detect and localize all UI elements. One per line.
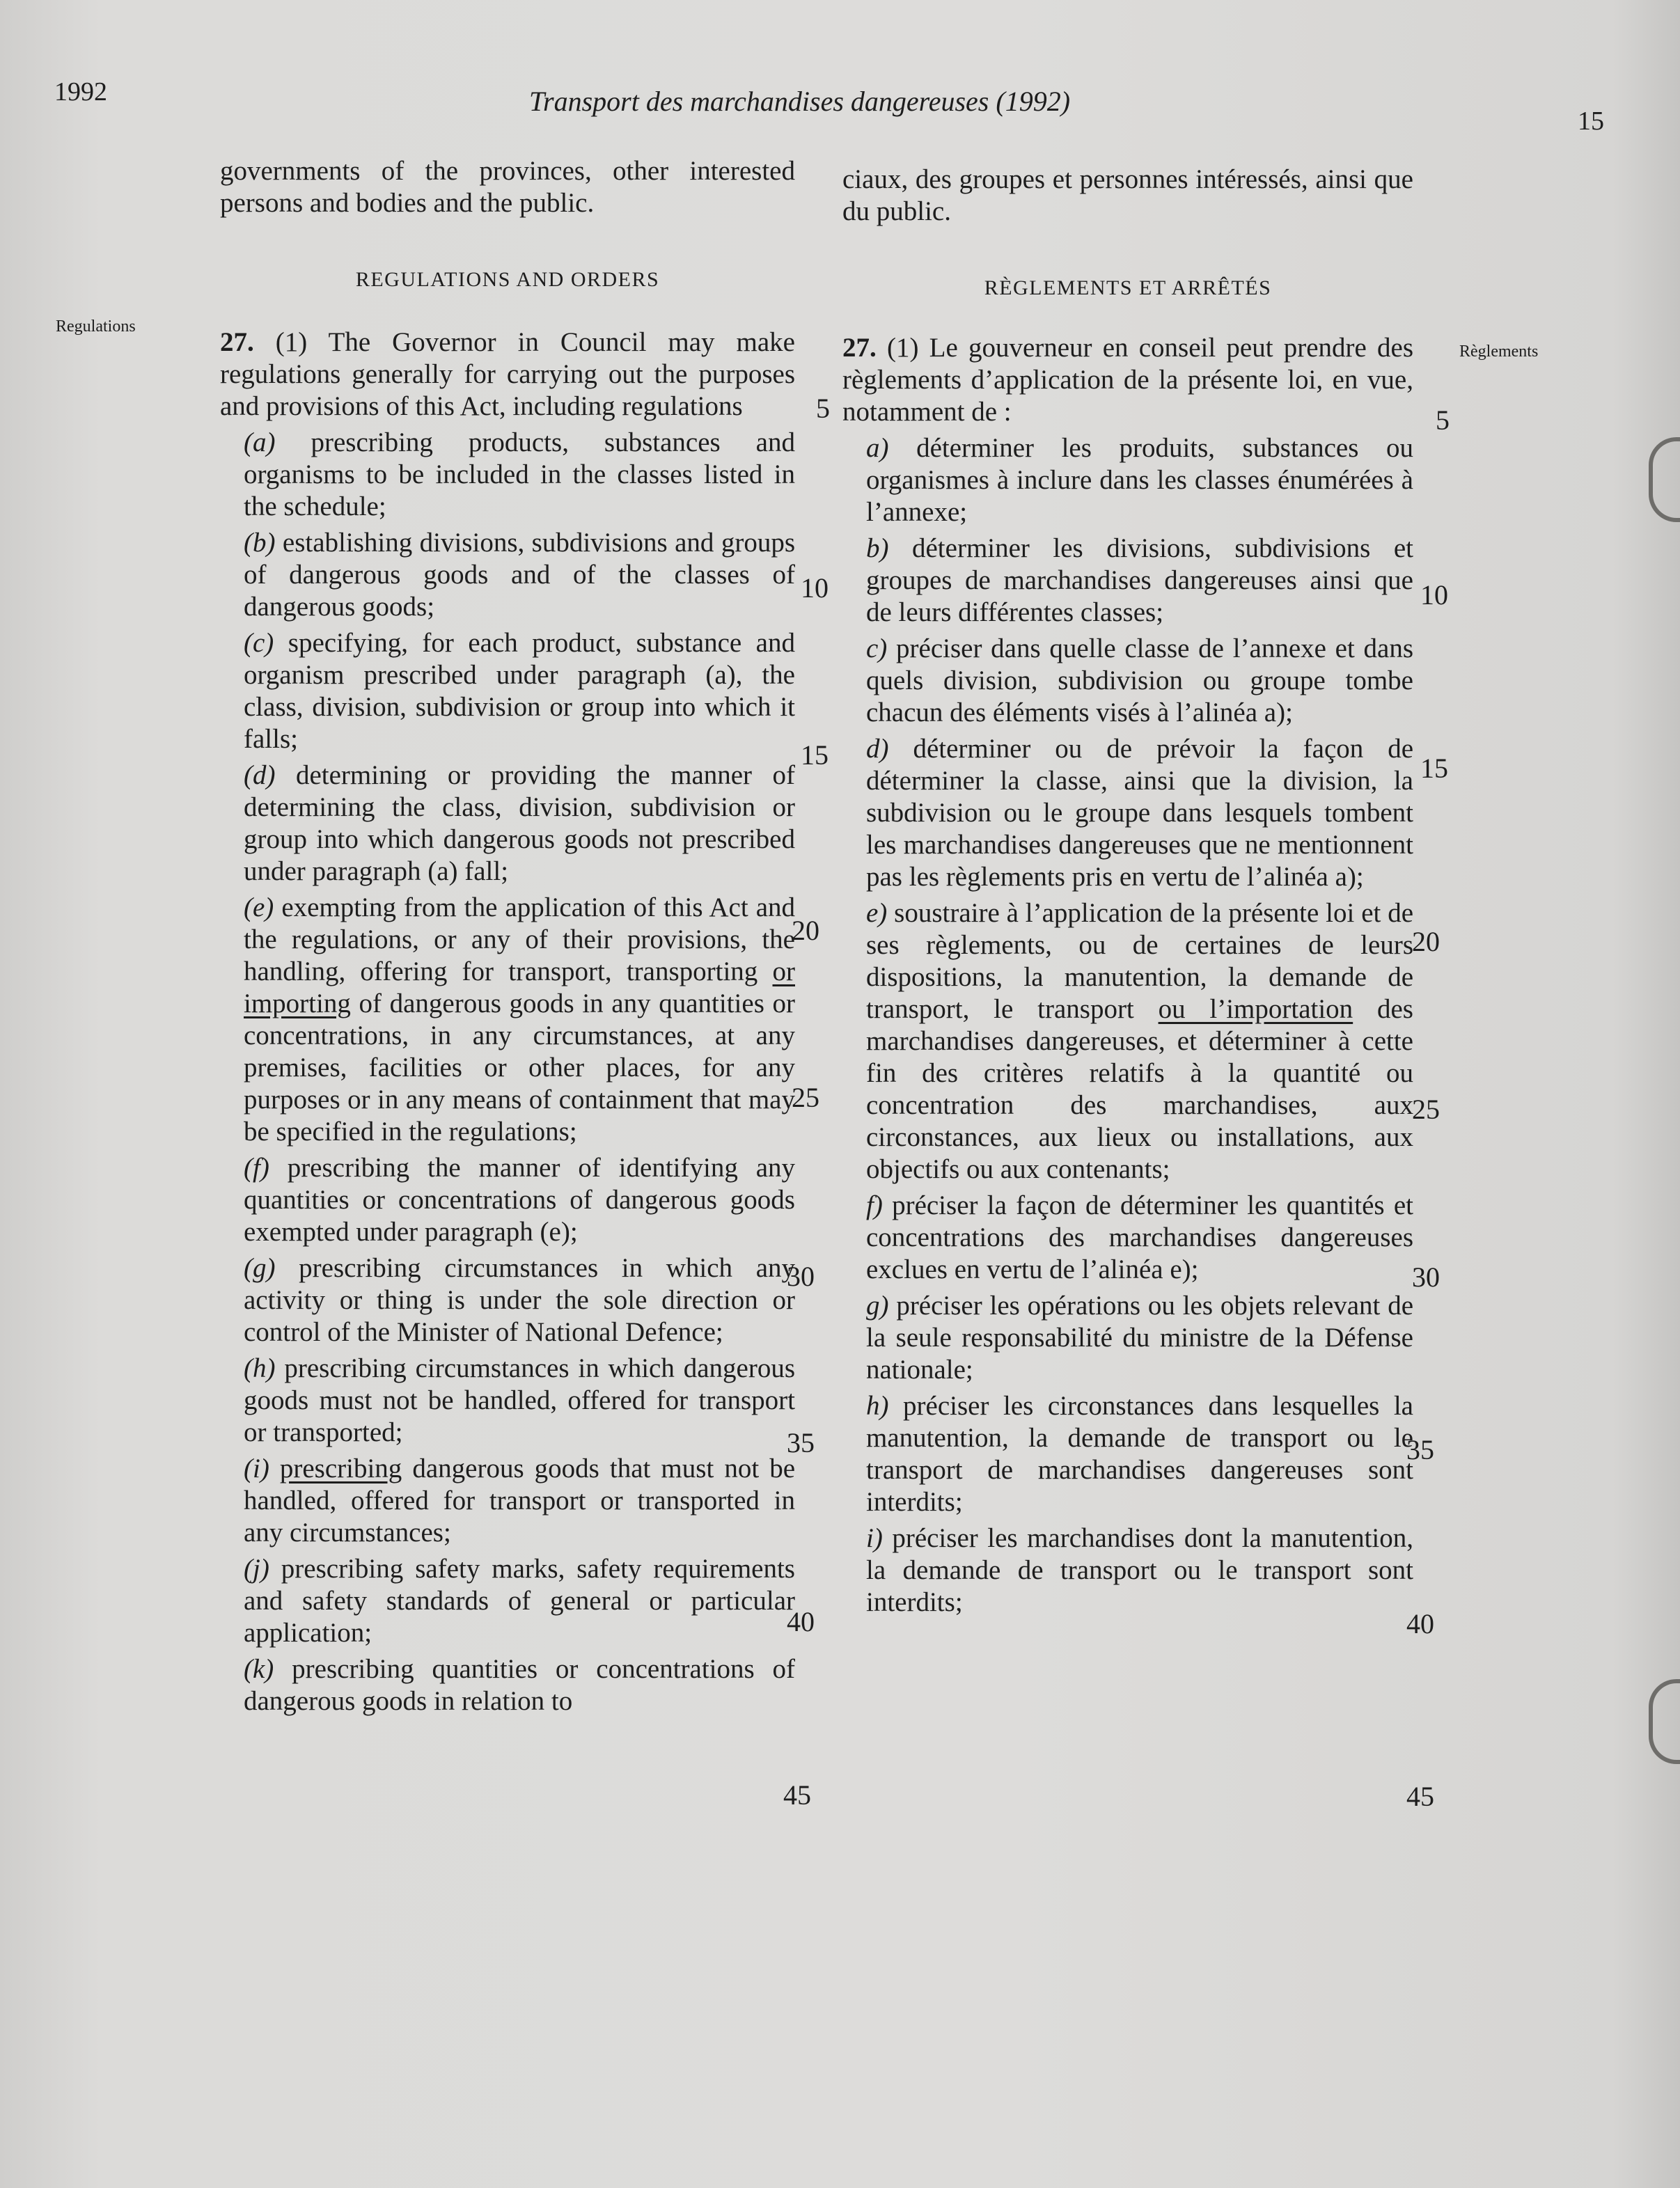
paragraph-text: prescribing circumstances in which any activity or thing is under the sole direction or control of the Minister of National Defence; — [244, 1253, 796, 1347]
french-section-text: (1) Le gouverneur en conseil peut prendre des règlements d’application de la présente loi, en vue, notamment de : — [842, 333, 1414, 427]
french-line-number: 30 — [1412, 1261, 1440, 1293]
paragraph-text: specifying, for each product, substance and organism prescribed under paragraph (a), the class, division, subdivision or group into which it falls; — [244, 628, 795, 754]
english-paragraph-d — [220, 759, 795, 888]
english-heading: REGULATIONS AND ORDERS — [355, 268, 660, 291]
paragraph-label: (a) — [244, 427, 276, 457]
paragraph-label: g) — [866, 1291, 889, 1321]
paragraph-label: f) — [866, 1190, 883, 1220]
paragraph-text: des marchandises dangereuses, et déterminer à cette fin des critères relatifs à la quantité ou concentration des marchandises, aux circonstances, aux lieux ou installations, aux objectifs ou aux contenants; — [866, 994, 1413, 1184]
french-intro: ciaux, des groupes et personnes intéressés, ainsi que du public. — [842, 164, 1413, 226]
french-paragraph-d — [842, 733, 1413, 893]
english-intro: governments of the provinces, other interested persons and bodies and the public. — [220, 156, 795, 218]
english-paragraph-e — [220, 892, 795, 1148]
paragraph-label: h) — [866, 1391, 889, 1421]
french-line-number: 45 — [1406, 1781, 1434, 1812]
french-paragraph-b — [842, 533, 1413, 629]
french-line-number: 15 — [1420, 753, 1448, 784]
paragraph-text: establishing divisions, subdivisions and groups of dangerous goods and of the classes of dangerous goods; — [244, 528, 795, 622]
paragraph-text: determining or providing the manner of determining the class, division, subdivision or group into which dangerous goods not prescribed under paragraph (a) fall; — [244, 760, 796, 886]
paragraph-text: prescribing quantities or concentrations of dangerous goods in relation to — [244, 1654, 796, 1716]
english-paragraph-a — [220, 427, 795, 523]
english-column — [220, 155, 795, 1717]
paragraph-label: e) — [866, 898, 888, 928]
paragraph-label: d) — [866, 734, 889, 764]
french-line-number: 20 — [1412, 926, 1440, 957]
paragraph-text: préciser les opérations ou les objets relevant de la seule responsabilité du ministre de la Défense nationale; — [866, 1291, 1414, 1385]
paragraph-text: déterminer ou de prévoir la façon de déterminer la classe, ainsi que la division, la subdivision ou le groupe dans lesquels tombent les marchandises dangereuses que ne mentionnent pas les règlements pris en vertu de l’alinéa a); — [866, 734, 1414, 892]
english-line-number: 5 — [816, 393, 830, 424]
binder-clip-icon — [1649, 437, 1680, 522]
page-year: 1992 — [54, 77, 107, 107]
english-line-number: 45 — [783, 1779, 811, 1811]
paragraph-label: (i) — [244, 1454, 269, 1483]
french-paragraph-g — [842, 1290, 1413, 1386]
french-paragraph-f — [842, 1190, 1413, 1286]
french-paragraph-a — [842, 432, 1413, 528]
binder-clip-icon — [1649, 1679, 1680, 1764]
english-section-27 — [220, 326, 795, 423]
english-paragraph-b — [220, 527, 795, 623]
paragraph-label: (c) — [244, 628, 274, 658]
paragraph-text: préciser les marchandises dont la manutention, la demande de transport ou le transport sont interdits; — [866, 1523, 1414, 1617]
paragraph-text: déterminer les produits, substances ou organismes à inclure dans les classes énumérées à l’annexe; — [866, 433, 1413, 527]
english-line-number: 30 — [787, 1261, 815, 1292]
paragraph-label: (k) — [244, 1654, 274, 1684]
paragraph-text: soustraire à l’application de la présente loi et de ses règlements, ou de certaines de leurs dispositions, la manutention, la demande de transport, le transport — [866, 898, 1414, 1024]
english-line-number: 35 — [787, 1427, 815, 1458]
french-paragraph-c — [842, 633, 1413, 729]
french-paragraph-i — [842, 1522, 1413, 1619]
paragraph-label: (j) — [244, 1554, 269, 1584]
english-paragraph-f — [220, 1152, 795, 1248]
french-section-27 — [842, 332, 1413, 428]
english-line-number: 25 — [792, 1082, 819, 1113]
english-paragraph-i — [220, 1453, 795, 1549]
english-line-number: 40 — [787, 1606, 815, 1637]
paragraph-label: (h) — [244, 1353, 276, 1383]
paragraph-label: a) — [866, 433, 889, 463]
english-paragraph-j — [220, 1553, 795, 1649]
paragraph-label: (f) — [244, 1153, 269, 1183]
paragraph-label: (g) — [244, 1253, 276, 1283]
paragraph-text: déterminer les divisions, subdivisions et groupes de marchandises dangereuses ainsi que de leurs différentes classes; — [866, 533, 1414, 627]
english-line-number: 15 — [801, 739, 829, 771]
paragraph-label: c) — [866, 633, 888, 663]
paragraph-text: prescribing products, substances and organisms to be included in the classes listed in the schedule; — [244, 427, 795, 521]
paragraph-text: prescribing circumstances in which dangerous goods must not be handled, offered for transport or transported; — [244, 1353, 796, 1447]
english-line-number: 10 — [801, 572, 829, 604]
margin-note-french: Règlements — [1459, 343, 1539, 361]
french-paragraph-h — [842, 1390, 1413, 1518]
paragraph-text: dangerous goods that must not be handled, offered for transport or transported in any circumstances; — [244, 1454, 796, 1548]
paragraph-text: of dangerous goods in any quantities or concentrations, in any circumstances, at any premises, facilities or other places, for any purposes or in any means of containment that may be specified in the regulations; — [244, 989, 795, 1147]
english-line-number: 20 — [792, 915, 819, 946]
page-number: 15 — [1578, 107, 1604, 136]
english-paragraph-g — [220, 1252, 795, 1348]
underlined-amendment: prescribing — [279, 1454, 402, 1483]
paragraph-text: exempting from the application of this Act and the regulations, or any of their provisions, the handling, offering for transport, transporting — [244, 892, 795, 986]
paragraph-text: prescribing the manner of identifying any quantities or concentrations of dangerous goods exempted under paragraph (e); — [244, 1153, 796, 1247]
english-paragraph-k — [220, 1653, 795, 1717]
paragraph-label: (d) — [244, 760, 276, 790]
french-column — [842, 164, 1413, 1619]
underlined-amendment: ou l’importation — [1158, 994, 1353, 1024]
french-heading: RÈGLEMENTS ET ARRÊTÉS — [984, 276, 1272, 299]
paragraph-label: (b) — [244, 528, 276, 558]
paragraph-label: b) — [866, 533, 889, 563]
paragraph-label: i) — [866, 1523, 883, 1553]
french-section-number: 27. — [842, 333, 877, 363]
french-line-number: 5 — [1436, 404, 1450, 436]
french-line-number: 10 — [1420, 579, 1448, 611]
french-line-number: 25 — [1412, 1094, 1440, 1125]
running-title: Transport des marchandises dangereuses (1992) — [529, 86, 1071, 117]
english-section-number: 27. — [220, 327, 254, 357]
paragraph-text: prescribing safety marks, safety requirements and safety standards of general or particular application; — [244, 1554, 795, 1648]
french-line-number: 35 — [1406, 1434, 1434, 1465]
english-paragraph-c — [220, 627, 795, 755]
french-paragraph-e — [842, 897, 1413, 1186]
french-line-number: 40 — [1406, 1608, 1434, 1639]
paragraph-label: (e) — [244, 892, 274, 922]
english-section-text: (1) The Governor in Council may make regulations generally for carrying out the purposes and provisions of this Act, including regulations — [220, 327, 795, 421]
paragraph-text: préciser les circonstances dans lesquelles la manutention, la demande de transport ou le transport de marchandises dangereuses sont interdits; — [866, 1391, 1413, 1517]
underlined-amendment: or importing — [244, 957, 795, 1018]
english-paragraph-h — [220, 1353, 795, 1449]
paragraph-text: préciser la façon de déterminer les quantités et concentrations des marchandises dangereuses exclues en vertu de l’alinéa e); — [866, 1190, 1413, 1284]
paragraph-text: préciser dans quelle classe de l’annexe et dans quels division, subdivision ou groupe tombe chacun des éléments visés à l’alinéa a); — [866, 633, 1414, 727]
margin-note-english: Regulations — [56, 317, 136, 336]
